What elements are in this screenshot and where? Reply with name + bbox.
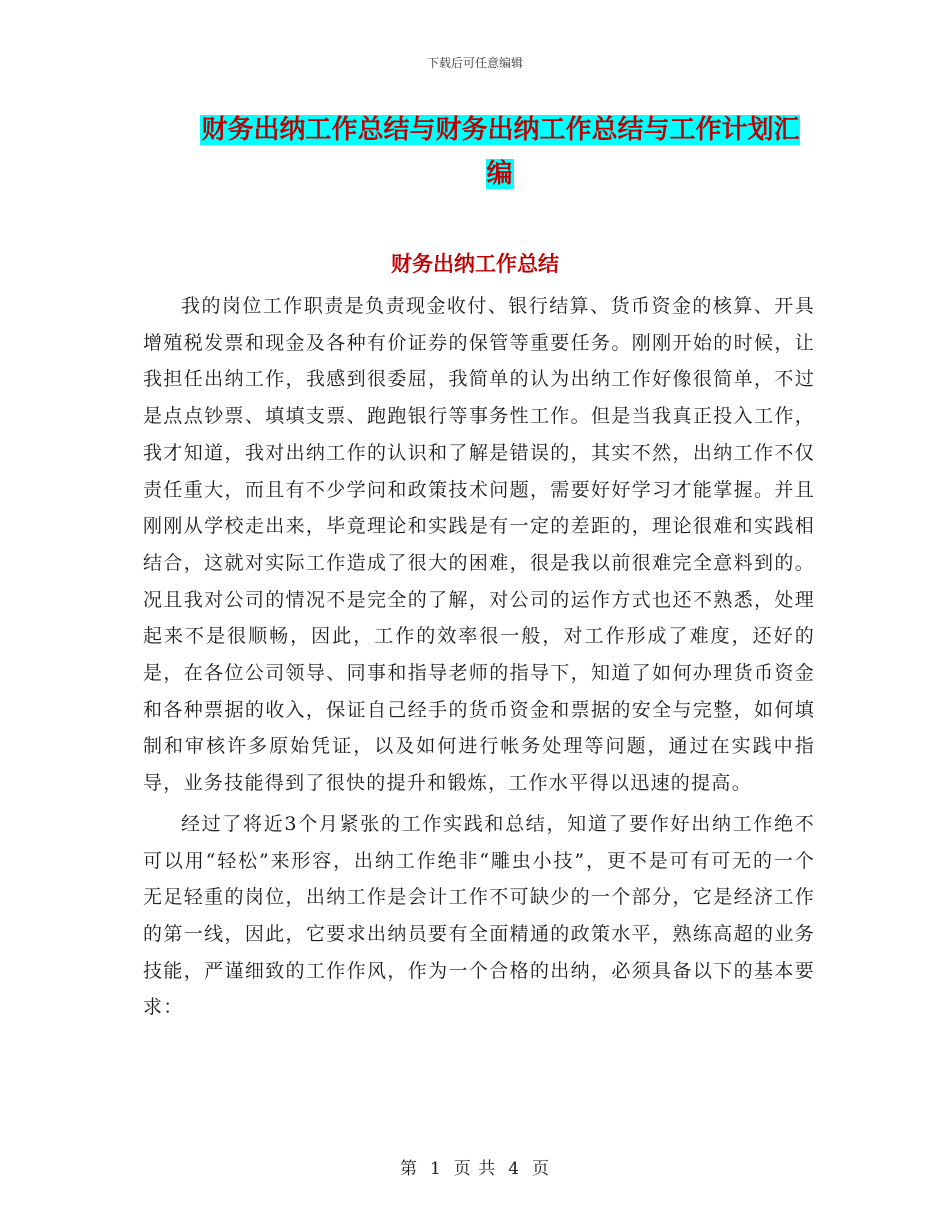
body-paragraph: 经过了将近3个月紧张的工作实践和总结，知道了要作好出纳工作绝不可以用“轻松”来形容，出纳工作绝非“雕虫小技”，更不是可有可无的一个无足轻重的岗位，出纳工作是会计工作不可缺少的一个部分，它是经济工作的第一线，因此，它要求出纳员要有全面精通的政策水平，熟练高超的业务技能，严谨细致的工作作风，作为一个合格的出纳，必须具备以下的基本要求： — [143, 812, 815, 1019]
document-body — [143, 288, 815, 1026]
document-title-text: 财务出纳工作总结与财务出纳工作总结与工作计划汇编 — [201, 115, 800, 189]
section-title: 财务出纳工作总结 — [391, 252, 559, 276]
footer-total-pages: 4 — [508, 1159, 521, 1179]
footer-middle: 页 共 — [453, 1159, 497, 1179]
document-title — [190, 108, 810, 196]
header-note: 下载后可任意编辑 — [426, 56, 523, 70]
footer-prefix: 第 — [399, 1159, 418, 1179]
page-footer — [0, 1154, 950, 1179]
footer-suffix: 页 — [532, 1159, 551, 1179]
footer-page-number: 1 — [429, 1159, 442, 1179]
body-paragraph: 我的岗位工作职责是负责现金收付、银行结算、货币资金的核算、开具增殖税发票和现金及各种有价证券的保管等重要任务。刚刚开始的时候，让我担任出纳工作，我感到很委屈，我简单的认为出纳工作好像很简单，不过是点点钞票、填填支票、跑跑银行等事务性工作。但是当我真正投入工作，我才知道，我对出纳工作的认识和了解是错误的，其实不然，出纳工作不仅责任重大，而且有不少学问和政策技术问题，需要好好学习才能掌握。并且刚刚从学校走出来，毕竟理论和实践是有一定的差距的，理论很难和实践相结合，这就对实际工作造成了很大的困难，很是我以前很难完全意料到的。况且我对公司的情况不是完全的了解，对公司的运作方式也还不熟悉，处理起来不是很顺畅，因此，工作的效率很一般，对工作形成了难度，还好的是，在各位公司领导、同事和指导老师的指导下，知道了如何办理货币资金和各种票据的收入，保证自己经手的货币资金和票据的安全与完整，如何填制和审核许多原始凭证，以及如何进行帐务处理等问题，通过在实践中指导，业务技能得到了很快的提升和锻炼，工作水平得以迅速的提高。 — [143, 295, 815, 795]
